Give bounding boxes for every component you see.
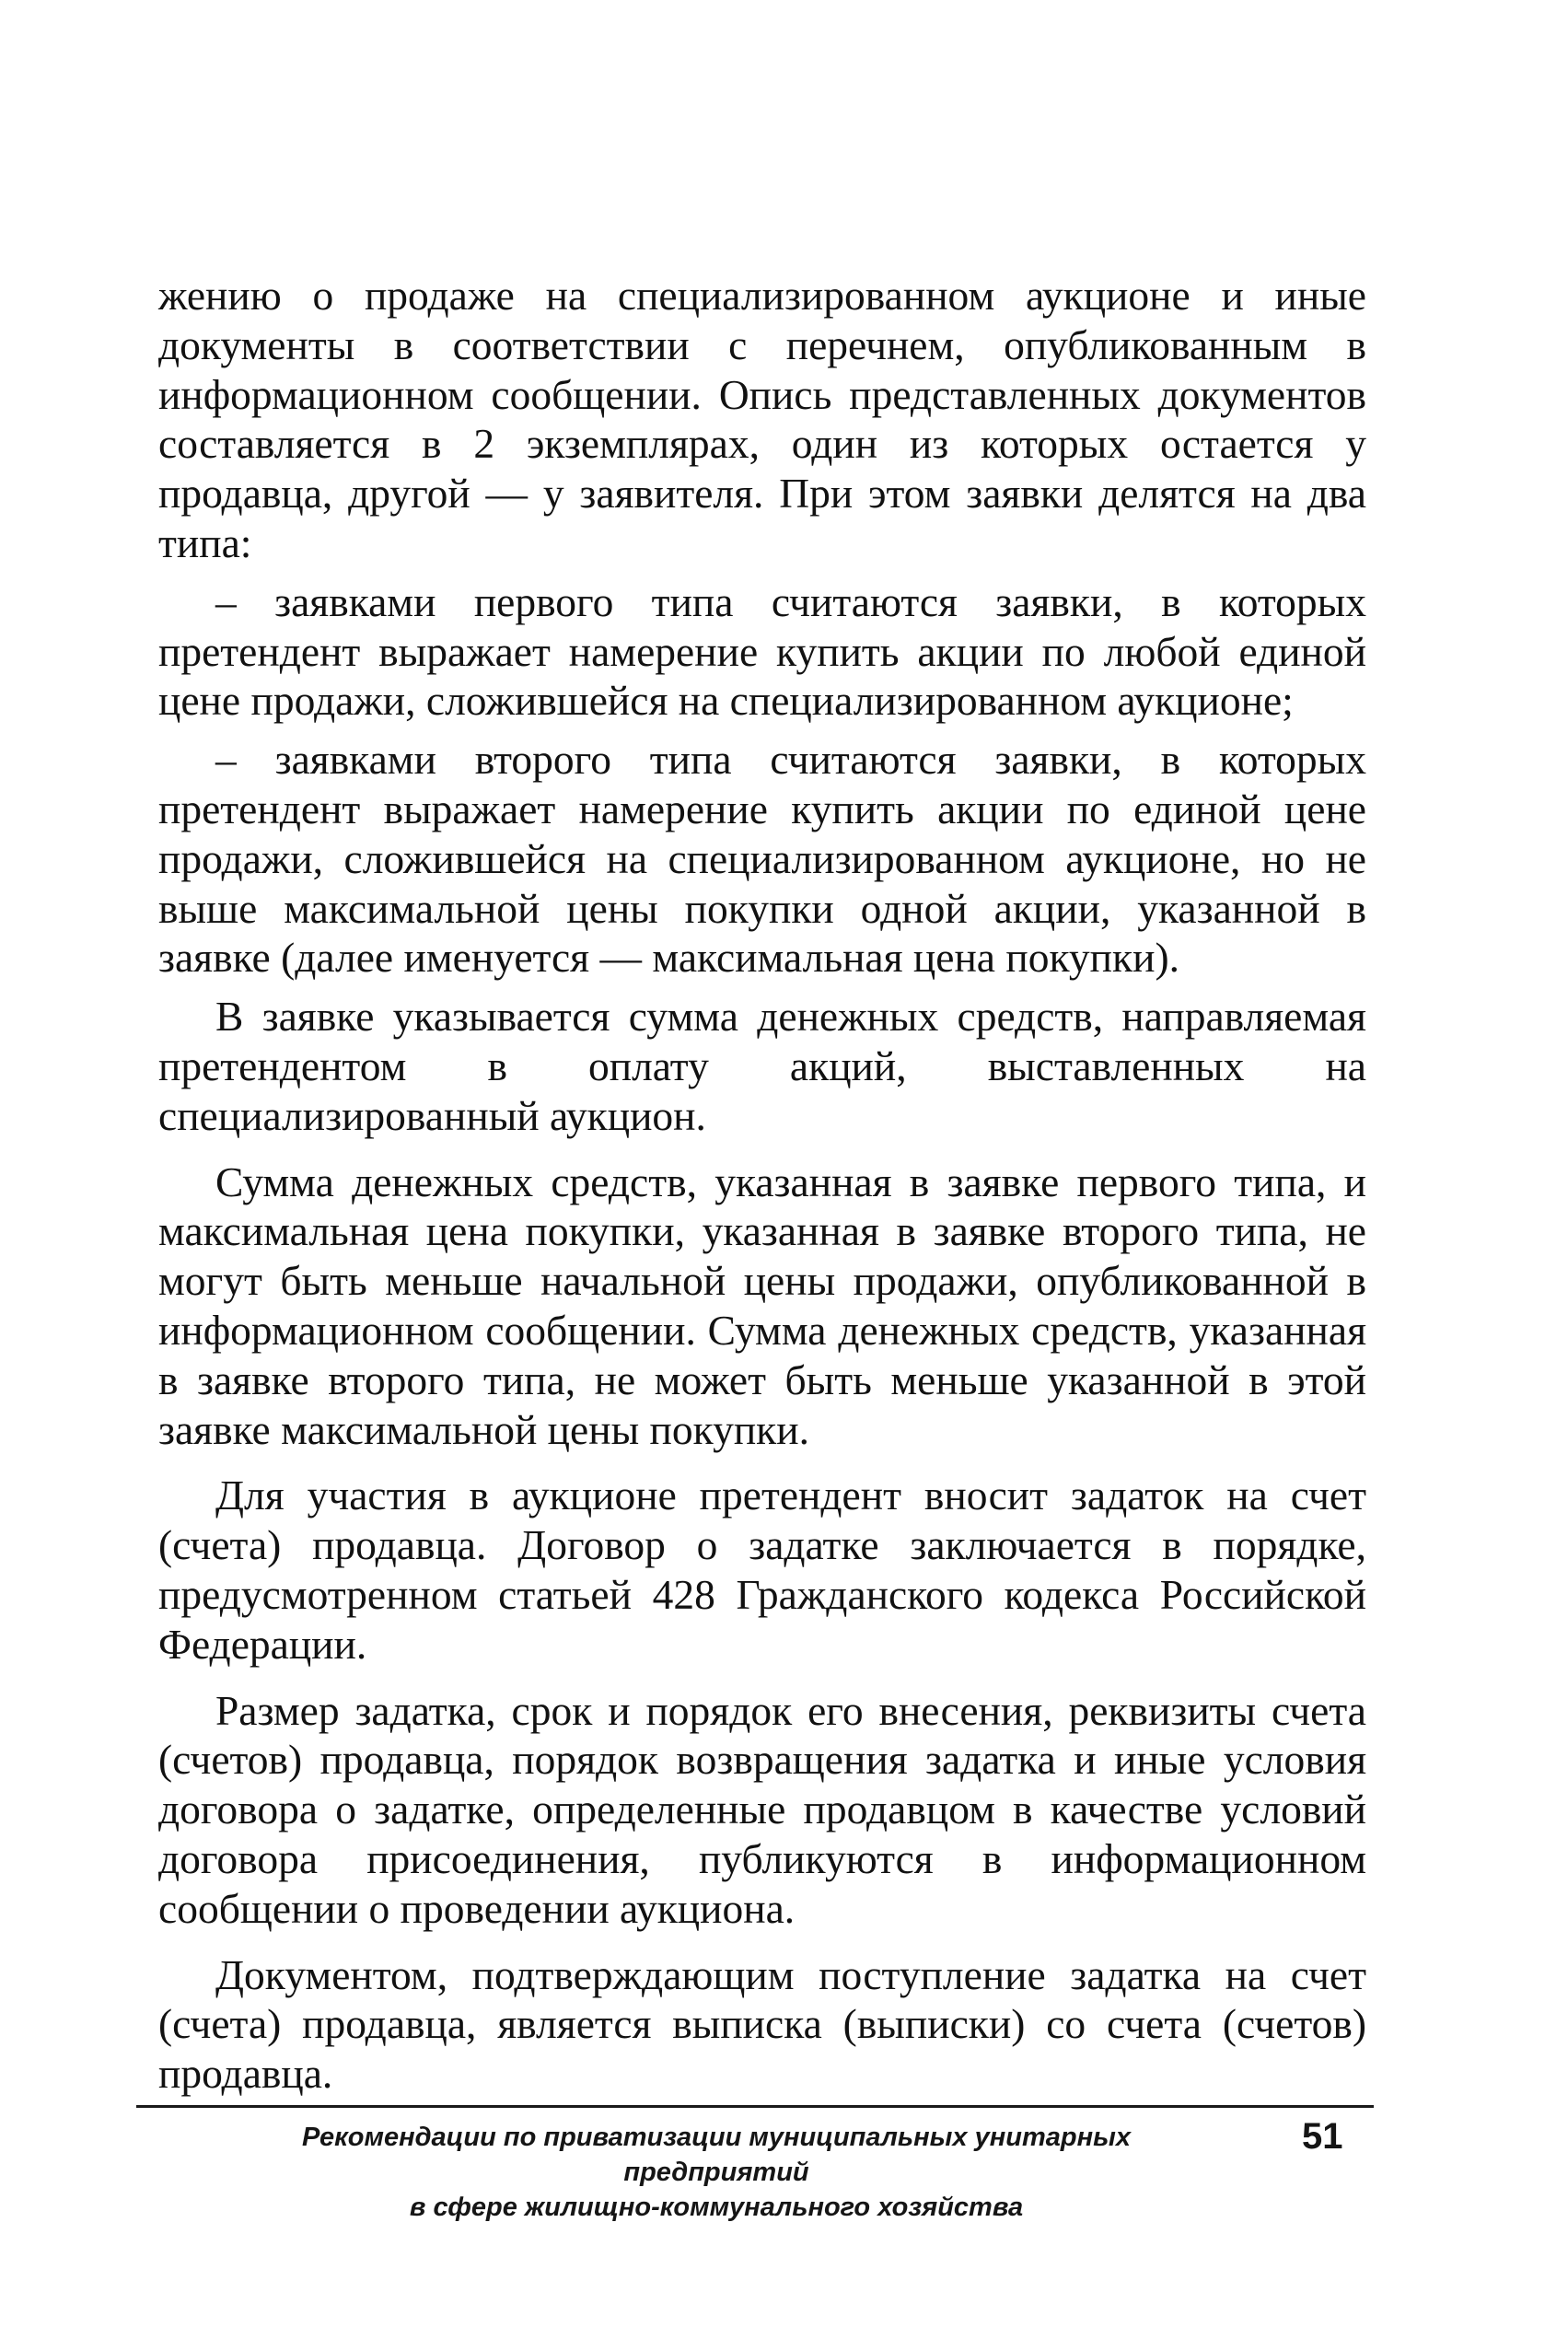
page-body bbox=[158, 271, 1366, 2099]
paragraph-4: В заявке указывается сумма денежных средств, направляемая претендентом в оплату акций, выставленных на специализированный аукцион. bbox=[158, 993, 1366, 1139]
paragraph-6: Для участия в аукционе претендент вносит задаток на счет (счета) продавца. Договор о задатке заключается в порядке, предусмотренном статьей 428 Гражданского кодекса Российской Федерации. bbox=[158, 1472, 1366, 1668]
page-number: 51 bbox=[1302, 2116, 1343, 2157]
footer-title bbox=[219, 2120, 1214, 2225]
paragraph-2: – заявками первого типа считаются заявки, в которых претендент выражает намерение купить акции по любой единой цене продажи, сложившейся на специализированном аукционе; bbox=[158, 577, 1366, 725]
footer-divider bbox=[136, 2105, 1374, 2108]
footer-title-line-2: в сфере жилищно-коммунального хозяйства bbox=[409, 2193, 1024, 2222]
footer-title-line-1: Рекомендации по приватизации муниципальных унитарных предприятий bbox=[302, 2123, 1131, 2187]
paragraph-5: Сумма денежных средств, указанная в заявке первого типа, и максимальная цена покупки, указанная в заявке второго типа, не могут быть меньше начальной цены продажи, опубликованной в информационном сообщении. Сумма денежных средств, указанная в заявке второго типа, не может быть меньше указанной в этой заявке максимальной цены покупки. bbox=[158, 1158, 1366, 1453]
paragraph-3: – заявками второго типа считаются заявки, в которых претендент выражает намерение купить акции по единой цене продажи, сложившейся на специализированном аукционе, но не выше максимальной цены покупки одной акции, указанной в заявке (далее именуется — максимальная цена покупки). bbox=[158, 736, 1366, 982]
paragraph-8: Документом, подтверждающим поступление задатка на счет (счета) продавца, является выписка (выписки) со счета (счетов) продавца. bbox=[158, 1950, 1366, 2098]
paragraph-7: Размер задатка, срок и порядок его внесения, реквизиты счета (счетов) продавца, порядок возвращения задатка и иные условия договора о задатке, определенные продавцом в качестве условий договора присоединения, публикуются в информационном сообщении о проведении аукциона. bbox=[158, 1686, 1366, 1932]
paragraph-1: жению о продаже на специализированном аукционе и иные документы в соответствии с перечнем, опубликованным в информационном сообщении. Опись представленных документов составляется в 2 экземплярах, один из которых остается у продавца, другой — у заявителя. При этом заявки делятся на два типа: bbox=[158, 272, 1366, 566]
page-footer bbox=[136, 2116, 1374, 2222]
